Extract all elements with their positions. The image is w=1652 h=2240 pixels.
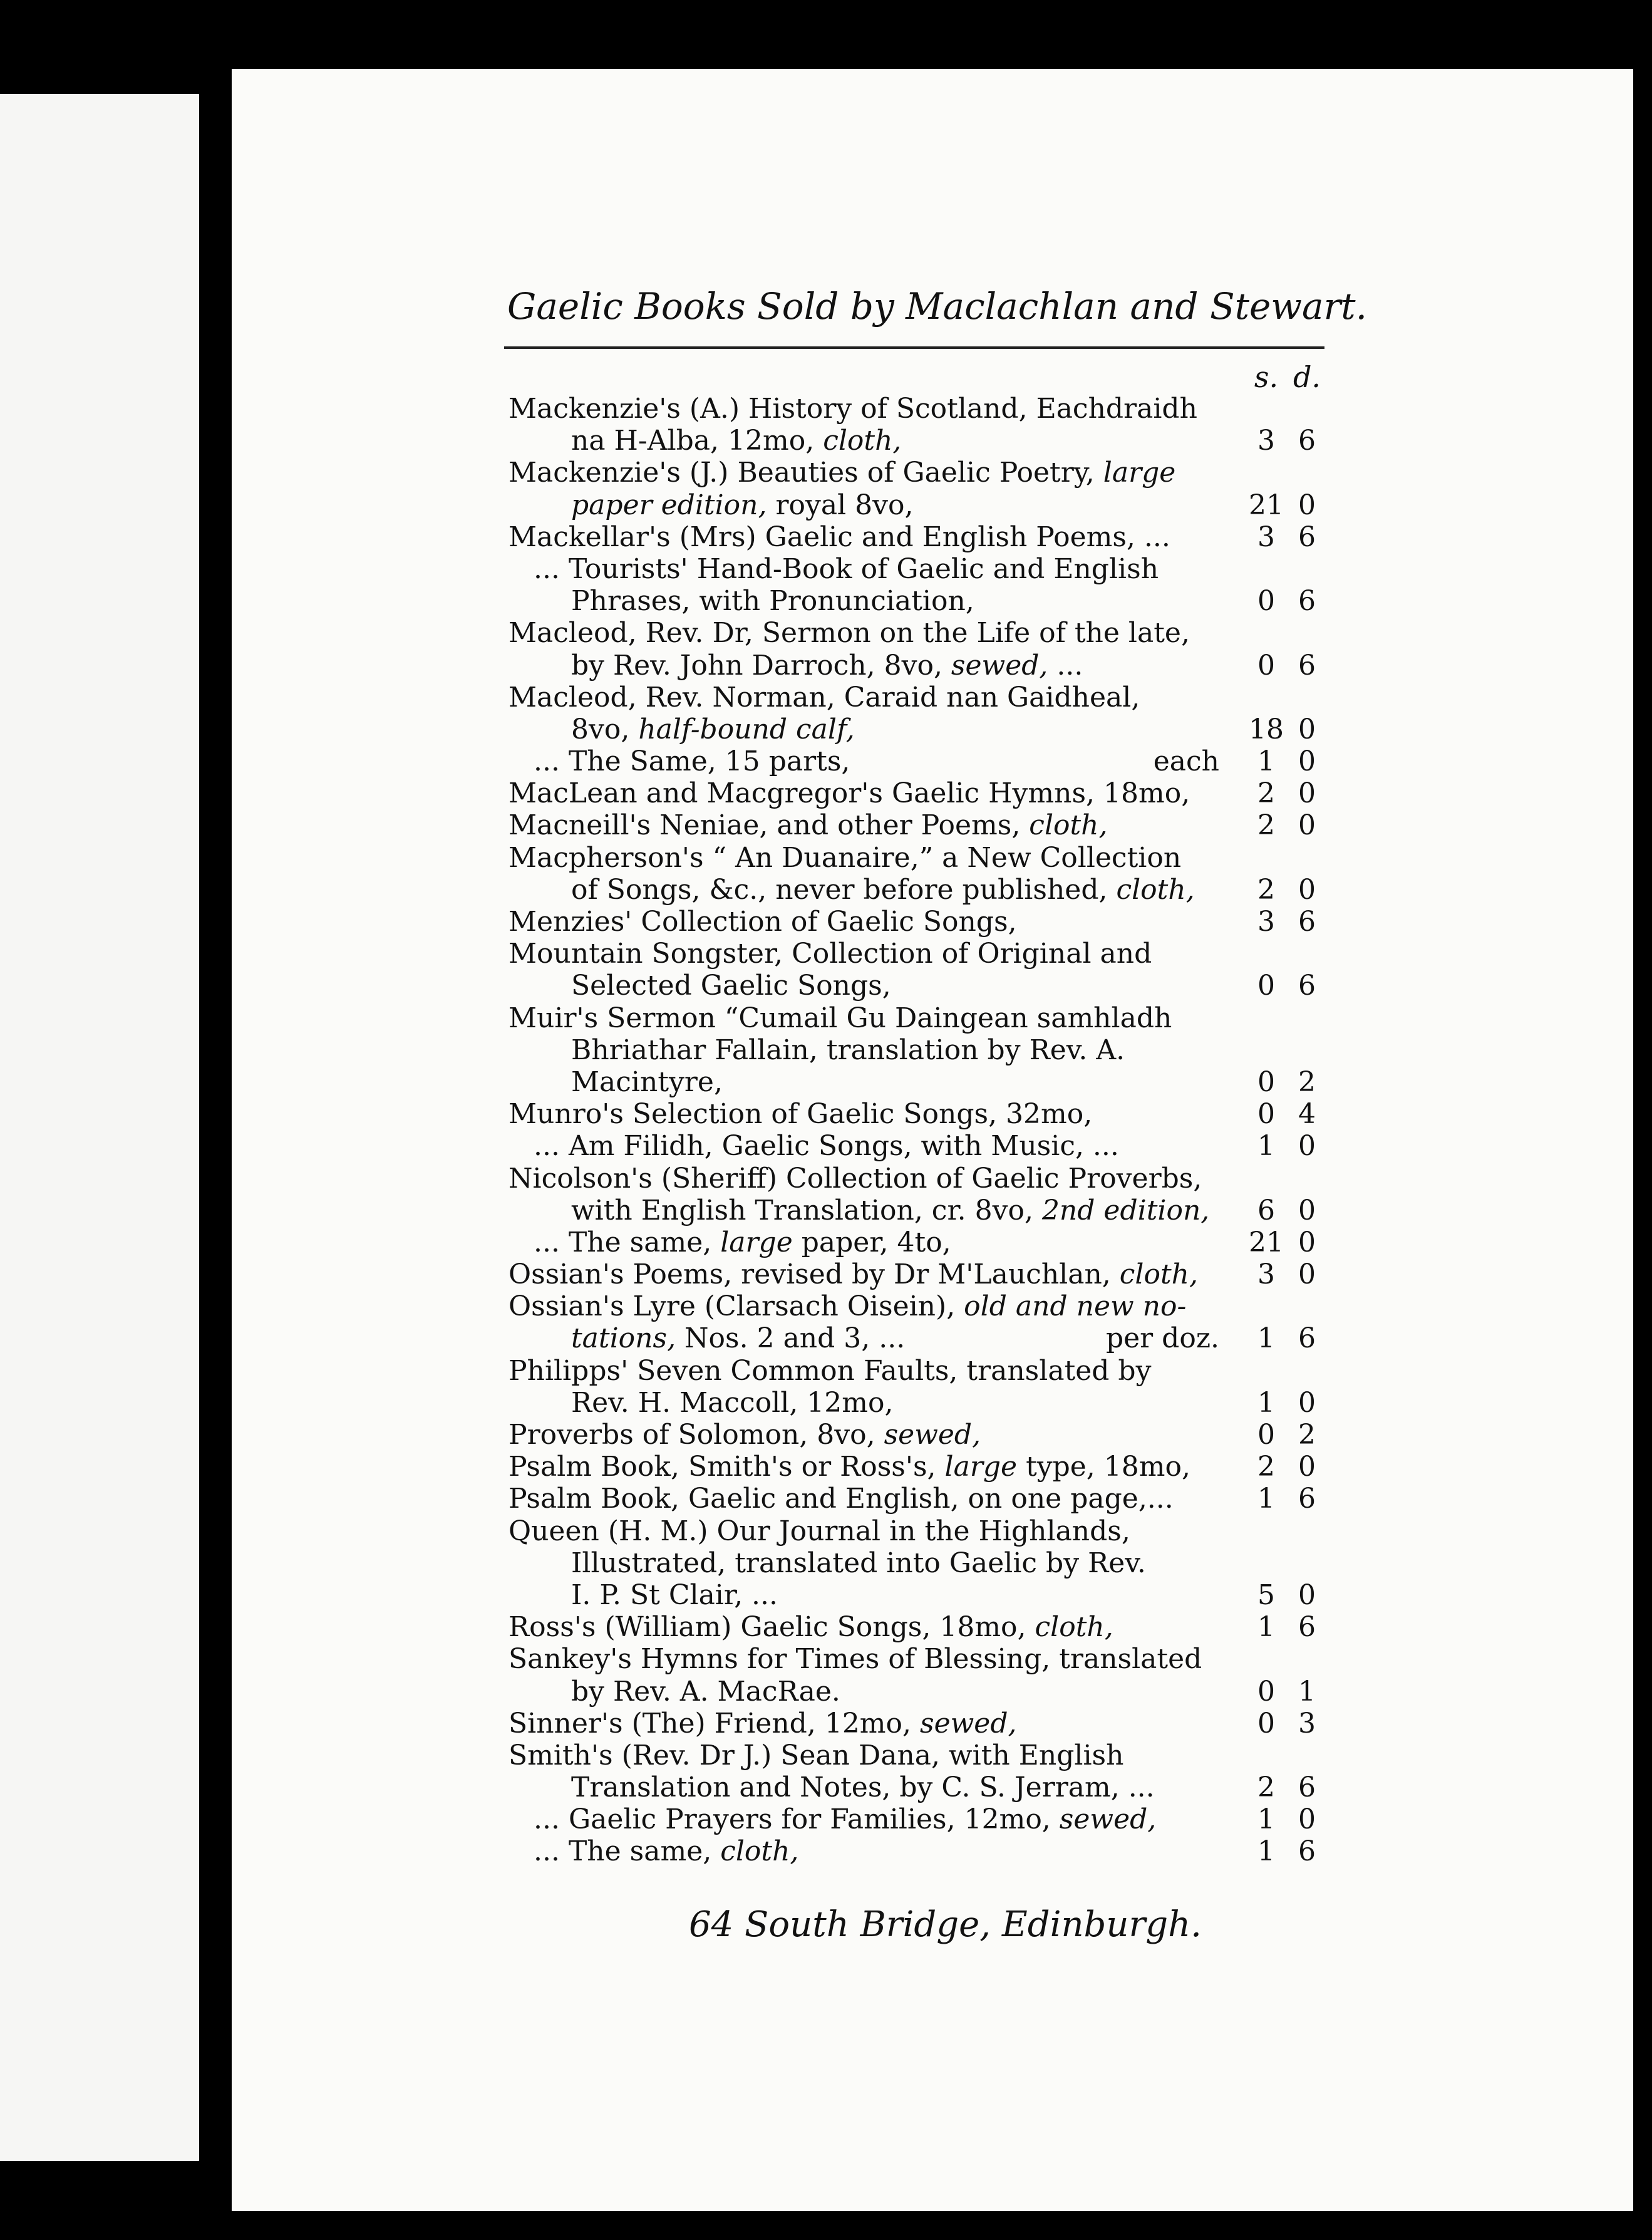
catalog-entry xyxy=(509,1803,1323,1835)
entry-line xyxy=(509,1740,1323,1771)
price-shillings: 1 xyxy=(1257,1130,1275,1163)
price-shillings: 0 xyxy=(1257,970,1275,1002)
price-shillings: 0 xyxy=(1257,1098,1275,1131)
catalog-entry xyxy=(509,1290,1323,1354)
entry-text: Mackellar's (Mrs) Gaelic and English Poems, ... xyxy=(509,521,1170,553)
book-catalog xyxy=(509,360,1323,1868)
price-shillings: 2 xyxy=(1257,873,1275,906)
entry-text: Ossian's Poems, revised by Dr M'Lauchlan, cloth, xyxy=(509,1258,1198,1291)
entry-line xyxy=(509,745,1323,777)
price-shillings: 2 xyxy=(1257,1451,1275,1483)
entry-text: ... Am Filidh, Gaelic Songs, with Music, ... xyxy=(534,1130,1119,1163)
entry-text: Phrases, with Pronunciation, xyxy=(571,585,974,618)
price-shillings: 1 xyxy=(1257,1386,1275,1419)
entry-text: Philipps' Seven Common Faults, translated by xyxy=(509,1354,1152,1387)
entry-text: ... The Same, 15 parts, xyxy=(534,745,850,778)
entry-line xyxy=(509,777,1323,809)
price-column-headers xyxy=(509,360,1323,393)
entry-line xyxy=(509,1547,1323,1579)
price-pence: 6 xyxy=(1298,906,1316,938)
entry-line xyxy=(509,1322,1323,1354)
entry-text: Translation and Notes, by C. S. Jerram, ... xyxy=(571,1771,1155,1804)
price-pence: 2 xyxy=(1298,1066,1316,1098)
entry-text: Queen (H. M.) Our Journal in the Highlands, xyxy=(509,1515,1130,1547)
entry-text: Proverbs of Solomon, 8vo, sewed, xyxy=(509,1419,981,1451)
entry-line xyxy=(509,842,1323,874)
price-pence: 6 xyxy=(1298,1835,1316,1868)
catalog-entry xyxy=(509,745,1323,777)
entry-line xyxy=(509,1387,1323,1419)
entry-text: by Rev. John Darroch, 8vo, sewed, ... xyxy=(571,649,1083,682)
catalog-entry xyxy=(509,617,1323,681)
entry-line xyxy=(509,1130,1323,1162)
entry-text: ... Gaelic Prayers for Families, 12mo, sewed, xyxy=(534,1803,1157,1836)
catalog-entry xyxy=(509,1226,1323,1258)
price-pence: 0 xyxy=(1298,777,1316,810)
page-header: Gaelic Books Sold by Maclachlan and Stewart. xyxy=(507,285,1368,328)
entry-text: na H-Alba, 12mo, cloth, xyxy=(571,425,902,457)
entry-text: Illustrated, translated into Gaelic by Rev. xyxy=(571,1547,1146,1579)
entry-text: Macleod, Rev. Norman, Caraid nan Gaidheal, xyxy=(509,681,1140,713)
entry-line xyxy=(509,489,1323,521)
entry-line xyxy=(509,1835,1323,1867)
price-shillings: 0 xyxy=(1257,1419,1275,1451)
price-shillings: 3 xyxy=(1257,906,1275,938)
entry-text: ... The same, cloth, xyxy=(534,1835,799,1868)
price-pence: 4 xyxy=(1298,1098,1316,1131)
entry-line xyxy=(509,1483,1323,1515)
entry-text: Selected Gaelic Songs, xyxy=(571,970,891,1002)
catalog-entry xyxy=(509,1483,1323,1515)
entry-line xyxy=(509,1643,1323,1675)
catalog-entry xyxy=(509,842,1323,906)
price-unit-label: per doz. xyxy=(1105,1322,1219,1355)
entry-line xyxy=(509,1611,1323,1643)
entry-text: Mountain Songster, Collection of Original and xyxy=(509,938,1152,970)
catalog-entry xyxy=(509,809,1323,841)
price-shillings: 3 xyxy=(1257,521,1275,553)
price-pence: 0 xyxy=(1298,809,1316,842)
entry-text: Smith's (Rev. Dr J.) Sean Dana, with English xyxy=(509,1739,1124,1771)
price-shillings: 2 xyxy=(1257,1771,1275,1804)
price-pence: 0 xyxy=(1298,1803,1316,1836)
entry-text: Macintyre, xyxy=(571,1066,723,1098)
price-shillings: 18 xyxy=(1249,713,1284,745)
catalog-entry xyxy=(509,1258,1323,1290)
catalog-entry xyxy=(509,1419,1323,1451)
entry-text: of Songs, &c., never before published, cloth, xyxy=(571,873,1195,906)
entry-line xyxy=(509,1708,1323,1740)
price-pence: 0 xyxy=(1298,1130,1316,1163)
entry-line xyxy=(509,1066,1323,1098)
price-shillings: 21 xyxy=(1249,489,1284,521)
entry-line xyxy=(509,1002,1323,1034)
entry-line xyxy=(509,1355,1323,1387)
entry-line xyxy=(509,970,1323,1002)
price-pence: 6 xyxy=(1298,1771,1316,1804)
entry-line xyxy=(509,425,1323,457)
entry-text: ... The same, large paper, 4to, xyxy=(534,1226,951,1258)
entry-line xyxy=(509,1771,1323,1803)
entry-line xyxy=(509,1676,1323,1708)
price-shillings: 1 xyxy=(1257,745,1275,778)
entry-line xyxy=(509,874,1323,906)
price-pence: 6 xyxy=(1298,521,1316,553)
price-shillings: 21 xyxy=(1249,1226,1284,1258)
entry-line xyxy=(509,457,1323,489)
price-pence: 6 xyxy=(1298,970,1316,1002)
entry-text: Sinner's (The) Friend, 12mo, sewed, xyxy=(509,1707,1017,1740)
entry-line xyxy=(509,1803,1323,1835)
entry-line xyxy=(509,1258,1323,1290)
entry-text: ... Tourists' Hand-Book of Gaelic and English xyxy=(534,552,1159,585)
price-shillings: 3 xyxy=(1257,425,1275,457)
entry-line xyxy=(509,521,1323,553)
entry-text: Macpherson's “ An Duanaire,” a New Collection xyxy=(509,841,1182,874)
entry-text: Macleod, Rev. Dr, Sermon on the Life of the late, xyxy=(509,617,1190,650)
price-pence: 3 xyxy=(1298,1707,1316,1740)
price-pence: 0 xyxy=(1298,1226,1316,1258)
entry-line xyxy=(509,1451,1323,1483)
entry-line xyxy=(509,1579,1323,1611)
catalog-entry xyxy=(509,906,1323,938)
entry-text: Muir's Sermon “Cumail Gu Daingean samhladh xyxy=(509,1002,1172,1034)
entry-text: MacLean and Macgregor's Gaelic Hymns, 18mo, xyxy=(509,777,1190,810)
price-shillings: 1 xyxy=(1257,1835,1275,1868)
facing-page-edge xyxy=(0,94,199,2161)
entry-text: Rev. H. Maccoll, 12mo, xyxy=(571,1386,894,1419)
price-shillings: 1 xyxy=(1257,1483,1275,1515)
entry-line xyxy=(509,393,1323,425)
price-pence: 0 xyxy=(1298,1579,1316,1611)
catalog-entry xyxy=(509,1740,1323,1803)
entry-text: with English Translation, cr. 8vo, 2nd edition, xyxy=(571,1194,1210,1226)
price-shillings: 1 xyxy=(1257,1803,1275,1836)
entry-text: Nicolson's (Sheriff) Collection of Gaelic Proverbs, xyxy=(509,1162,1202,1195)
catalog-entry xyxy=(509,1708,1323,1740)
price-pence: 0 xyxy=(1298,873,1316,906)
shillings-header: s. xyxy=(1254,360,1279,394)
catalog-entry xyxy=(509,1098,1323,1130)
entry-text: I. P. St Clair, ... xyxy=(571,1579,778,1611)
price-shillings: 1 xyxy=(1257,1611,1275,1644)
entry-line xyxy=(509,809,1323,841)
catalog-entry xyxy=(509,521,1323,553)
entry-line xyxy=(509,1515,1323,1547)
entry-text: Mackenzie's (A.) History of Scotland, Eachdraidh xyxy=(509,393,1197,425)
catalog-entry xyxy=(509,682,1323,745)
price-pence: 0 xyxy=(1298,1258,1316,1291)
entry-text: Munro's Selection of Gaelic Songs, 32mo, xyxy=(509,1098,1093,1131)
catalog-entry xyxy=(509,1355,1323,1419)
price-pence: 6 xyxy=(1298,1611,1316,1644)
price-shillings: 0 xyxy=(1257,1707,1275,1740)
price-pence: 6 xyxy=(1298,425,1316,457)
price-shillings: 5 xyxy=(1257,1579,1275,1611)
entry-line xyxy=(509,1419,1323,1451)
price-pence: 0 xyxy=(1298,1386,1316,1419)
price-unit-label: each xyxy=(1153,745,1219,778)
entry-line xyxy=(509,938,1323,970)
catalog-entry xyxy=(509,1451,1323,1483)
entry-line xyxy=(509,1195,1323,1226)
entry-text: by Rev. A. MacRae. xyxy=(571,1675,840,1708)
entry-line xyxy=(509,906,1323,938)
entry-text: Psalm Book, Smith's or Ross's, large type, 18mo, xyxy=(509,1451,1190,1483)
entry-line xyxy=(509,1098,1323,1130)
entry-text: 8vo, half-bound calf, xyxy=(571,713,855,745)
price-shillings: 0 xyxy=(1257,1066,1275,1098)
entry-text: Sankey's Hymns for Times of Blessing, translated xyxy=(509,1643,1202,1676)
entry-line xyxy=(509,1290,1323,1322)
price-pence: 6 xyxy=(1298,649,1316,682)
entry-line xyxy=(509,682,1323,713)
entry-text: Ossian's Lyre (Clarsach Oisein), old and new no- xyxy=(509,1290,1187,1323)
entry-text: Psalm Book, Gaelic and English, on one page,... xyxy=(509,1483,1174,1515)
price-pence: 0 xyxy=(1298,713,1316,745)
entry-text: Mackenzie's (J.) Beauties of Gaelic Poetry, large xyxy=(509,457,1176,489)
entry-line xyxy=(509,553,1323,585)
price-pence: 6 xyxy=(1298,1322,1316,1355)
catalog-entry xyxy=(509,1163,1323,1226)
entry-line xyxy=(509,650,1323,682)
entry-text: Bhriathar Fallain, translation by Rev. A. xyxy=(571,1034,1125,1066)
price-pence: 1 xyxy=(1298,1675,1316,1708)
entry-line xyxy=(509,713,1323,745)
catalog-entry xyxy=(509,1643,1323,1707)
entry-line xyxy=(509,585,1323,617)
entry-text: Menzies' Collection of Gaelic Songs, xyxy=(509,906,1017,938)
price-pence: 6 xyxy=(1298,585,1316,618)
entry-text: tations, Nos. 2 and 3, ... xyxy=(571,1322,906,1355)
header-rule xyxy=(504,346,1324,349)
catalog-entry xyxy=(509,1835,1323,1867)
price-pence: 0 xyxy=(1298,1451,1316,1483)
catalog-entry xyxy=(509,457,1323,521)
entry-text: Ross's (William) Gaelic Songs, 18mo, cloth, xyxy=(509,1611,1113,1644)
price-pence: 0 xyxy=(1298,489,1316,521)
catalog-entry xyxy=(509,393,1323,457)
entry-line xyxy=(509,1034,1323,1066)
entry-line xyxy=(509,617,1323,649)
price-shillings: 2 xyxy=(1257,777,1275,810)
catalog-entry xyxy=(509,1002,1323,1099)
price-pence: 0 xyxy=(1298,745,1316,778)
entry-text: Macneill's Neniae, and other Poems, cloth, xyxy=(509,809,1108,842)
price-shillings: 0 xyxy=(1257,1675,1275,1708)
catalog-entry xyxy=(509,1130,1323,1162)
pence-header: d. xyxy=(1293,360,1321,394)
catalog-entry xyxy=(509,553,1323,617)
price-shillings: 2 xyxy=(1257,809,1275,842)
catalog-entry xyxy=(509,1611,1323,1643)
price-shillings: 0 xyxy=(1257,585,1275,618)
catalog-entry xyxy=(509,1515,1323,1612)
catalog-entry xyxy=(509,777,1323,809)
catalog-entry xyxy=(509,938,1323,1002)
price-shillings: 1 xyxy=(1257,1322,1275,1355)
price-pence: 0 xyxy=(1298,1194,1316,1226)
catalog-entries xyxy=(509,393,1323,1868)
entry-text: paper edition, royal 8vo, xyxy=(571,489,914,521)
entry-line xyxy=(509,1226,1323,1258)
price-shillings: 6 xyxy=(1257,1194,1275,1226)
price-pence: 2 xyxy=(1298,1419,1316,1451)
price-shillings: 0 xyxy=(1257,649,1275,682)
publisher-address: 64 South Bridge, Edinburgh. xyxy=(689,1904,1202,1945)
price-pence: 6 xyxy=(1298,1483,1316,1515)
price-shillings: 3 xyxy=(1257,1258,1275,1291)
entry-line xyxy=(509,1163,1323,1195)
